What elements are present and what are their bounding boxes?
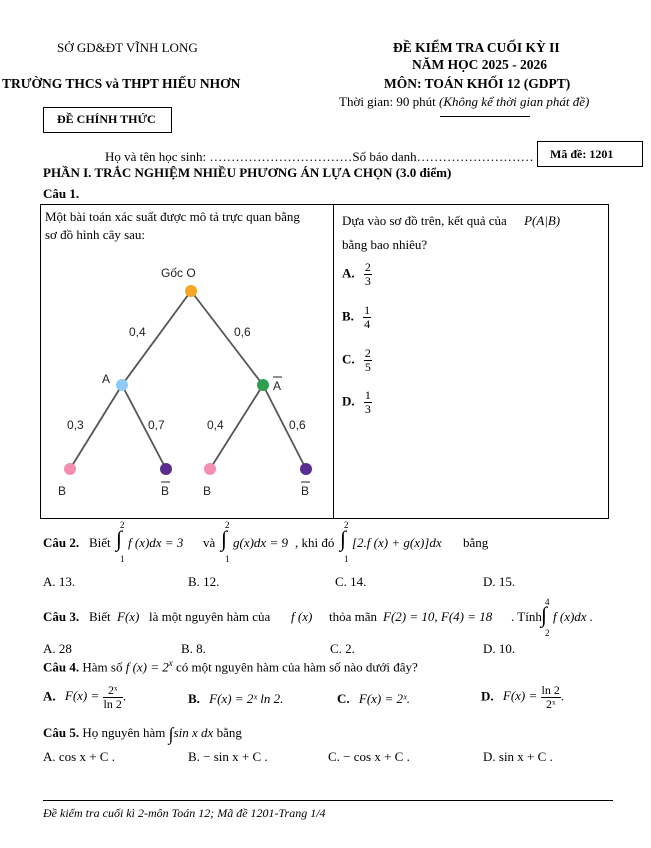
school-year: NĂM HỌC 2025 - 2026 <box>412 57 547 72</box>
q3-text-3: thỏa mãn <box>329 609 378 624</box>
q4-c-expr: F(x) = 2ˣ. <box>358 691 410 706</box>
prob-root-abar: 0,6 <box>234 325 251 339</box>
q3-text-4: . Tính <box>511 609 542 624</box>
node-a-bar <box>257 379 269 391</box>
q5-expr: sin x dx <box>173 725 214 740</box>
exam-title: ĐỀ KIỂM TRA CUỐI KỲ II <box>393 40 560 55</box>
q4-a-den: ln 2 <box>103 697 122 711</box>
official-box <box>43 107 172 133</box>
q3-condition: F(2) = 10, F(4) = 18 <box>383 609 493 624</box>
q3-text-2: là một nguyên hàm của <box>149 609 271 624</box>
time-note: (Không kể thời gian phát đề) <box>439 94 590 109</box>
q2-prefix: Biết <box>89 535 111 550</box>
label-bbar-right: B <box>301 484 310 498</box>
footer-rule <box>43 800 613 801</box>
q4-stem <box>43 658 418 675</box>
q2-label: Câu 2. <box>43 535 80 550</box>
exam-code-box <box>537 141 643 167</box>
q1-option-c[interactable] <box>342 347 372 374</box>
q1-option-d[interactable] <box>342 389 372 416</box>
q2-suffix: bằng <box>463 535 489 550</box>
title-underline <box>440 116 530 117</box>
q1-divider <box>333 205 334 518</box>
q3-option-d[interactable]: D. 10. <box>483 641 516 656</box>
q2-int2-lower: 1 <box>225 554 230 564</box>
footer-text: Đề kiểm tra cuối kì 2-môn Toán 12; Mã đề 1201-Trang 1/4 <box>43 806 326 820</box>
q4-b-letter: B. <box>188 691 200 706</box>
q5-stem <box>43 724 242 745</box>
q5-option-a[interactable]: A. cos x + C . <box>43 749 115 764</box>
q4-d-num: ln 2 <box>541 683 560 697</box>
label-b-right: B <box>203 484 212 498</box>
q2-int1-lower: 1 <box>120 554 125 564</box>
q2-int3-lower: 1 <box>344 554 349 564</box>
node-bbar-right <box>300 463 312 475</box>
q4-option-c[interactable] <box>337 691 410 707</box>
q3-option-a[interactable]: A. 28 <box>43 641 72 656</box>
prob-a-b: 0,3 <box>67 418 84 432</box>
q1-option-c-letter: C. <box>342 351 355 367</box>
q2-int2-upper: 2 <box>225 520 230 530</box>
q2-and: và <box>203 535 216 550</box>
q1-option-a-letter: A. <box>342 265 355 281</box>
label-b-left: B <box>58 484 67 498</box>
q5-label: Câu 5. <box>43 725 80 740</box>
q2-int3-sign: ∫ <box>340 526 347 551</box>
q1-label: Câu 1. <box>43 186 80 201</box>
q2-option-a[interactable]: A. 13. <box>43 574 76 589</box>
label-a: A <box>102 372 111 386</box>
prob-abar-bbar: 0,6 <box>289 418 306 432</box>
q4-a-lhs: F(x) = <box>64 688 100 704</box>
q1-option-a-frac <box>364 261 372 288</box>
school-name: TRƯỜNG THCS và THPT HIẾU NHƠN <box>2 76 241 91</box>
q1-left-text-2: sơ đồ hình cây sau: <box>45 227 146 242</box>
q1-option-b-frac <box>363 304 371 331</box>
q1-option-d-letter: D. <box>342 393 355 409</box>
q4-a-frac <box>103 684 123 711</box>
q2-int3-upper: 2 <box>344 520 349 530</box>
q4-option-a[interactable] <box>43 684 126 711</box>
q4-d-den: 2ˣ <box>545 697 556 711</box>
q4-text-1: Hàm số <box>82 659 123 675</box>
node-bbar-left <box>160 463 172 475</box>
q1-option-c-frac <box>364 347 372 374</box>
q1-table <box>40 204 609 519</box>
q1-d-num: 1 <box>364 388 371 402</box>
q4-exponent: x <box>168 658 173 668</box>
exam-code: Mã đề: 1201 <box>550 147 614 161</box>
q5-option-b[interactable]: B. − sin x + C . <box>188 749 268 764</box>
q4-a-letter: A. <box>43 688 56 704</box>
node-a <box>116 379 128 391</box>
q4-label: Câu 4. <box>43 659 80 675</box>
q4-b-expr: F(x) = 2ˣ ln 2. <box>209 691 284 706</box>
q4-d-tail: . <box>560 688 565 704</box>
student-info-line: Họ và tên học sinh: ……………………………Số báo danh……………………… <box>105 149 534 164</box>
q2-middle: , khi đó <box>295 535 335 550</box>
q2-int2-sign: ∫ <box>221 526 228 551</box>
q3-int-upper: 4 <box>545 597 550 607</box>
q1-b-num: 1 <box>364 303 371 317</box>
q1-c-den: 5 <box>364 360 371 374</box>
q3-int-sign: ∫ <box>541 602 548 627</box>
q5-text-2: bằng <box>216 725 242 740</box>
q2-option-d[interactable]: D. 15. <box>483 574 516 589</box>
q3-option-b[interactable]: B. 8. <box>181 641 206 656</box>
q1-expr: P(A|B) <box>524 213 561 228</box>
q1-question-text: Dựa vào sơ đồ trên, kết quả của <box>342 213 507 228</box>
q3-int-lower: 2 <box>545 628 550 638</box>
q2-int1-upper: 2 <box>120 520 125 530</box>
q4-c-letter: C. <box>337 691 350 706</box>
node-root <box>185 285 197 297</box>
exam-time <box>339 94 589 110</box>
q1-option-b[interactable] <box>342 304 371 331</box>
node-b-right <box>204 463 216 475</box>
subject: MÔN: TOÁN KHỐI 12 (GDPT) <box>384 76 571 91</box>
q1-left-text-1: Một bài toán xác suất được mô tả trực quan bằng <box>45 209 300 224</box>
q1-right-text-1 <box>342 213 560 229</box>
q2-int2-body: g(x)dx = 9 <box>233 535 288 550</box>
dept-name: SỞ GD&ĐT VĨNH LONG <box>57 40 198 55</box>
q1-option-d-frac <box>364 389 372 416</box>
q2-int1-body: f (x)dx = 3 <box>128 535 184 550</box>
section-1-title: PHẦN I. TRẮC NGHIỆM NHIỀU PHƯƠNG ÁN LỰA CHỌN (3.0 điểm) <box>43 165 452 180</box>
node-b-left <box>64 463 76 475</box>
probability-tree <box>41 205 333 518</box>
q1-c-num: 2 <box>364 346 371 360</box>
q2-option-b[interactable]: B. 12. <box>188 574 220 589</box>
q1-option-a[interactable] <box>342 261 372 288</box>
q3-int-body: f (x)dx . <box>553 609 594 624</box>
q5-text-1: Họ nguyên hàm <box>82 725 166 740</box>
q1-right-text-2: bằng bao nhiêu? <box>342 237 428 252</box>
q4-text-2: có một nguyên hàm của hàm số nào dưới đây? <box>176 659 418 675</box>
q3-fx-big: F(x) <box>117 609 140 624</box>
q5-option-c[interactable]: C. − cos x + C . <box>328 749 410 764</box>
q4-a-tail: . <box>122 688 127 704</box>
q1-option-b-letter: B. <box>342 308 354 324</box>
q1-d-den: 3 <box>364 402 371 416</box>
q5-option-d[interactable]: D. sin x + C . <box>483 749 553 764</box>
q2-int1-sign: ∫ <box>116 526 123 551</box>
q4-option-d[interactable] <box>481 684 564 711</box>
q2-option-c[interactable]: C. 14. <box>335 574 367 589</box>
q4-option-b[interactable] <box>188 691 283 707</box>
q2-int3-body: [2.f (x) + g(x)]dx <box>352 535 442 550</box>
q4-d-frac <box>541 684 561 711</box>
q4-function: f (x) = 2 <box>125 659 169 675</box>
q4-a-num: 2ˣ <box>103 684 123 698</box>
q3-fx-small: f (x) <box>291 609 313 624</box>
time-prefix: Thời gian: 90 phút <box>339 94 440 109</box>
label-a-bar: A <box>273 379 282 393</box>
edge-o-abar <box>191 291 263 385</box>
q5-int-sign: ∫ <box>168 724 174 744</box>
q3-option-c[interactable]: C. 2. <box>330 641 355 656</box>
q1-a-den: 3 <box>364 274 371 288</box>
q4-d-letter: D. <box>481 688 494 704</box>
prob-abar-b: 0,4 <box>207 418 224 432</box>
q4-d-lhs: F(x) = <box>502 688 538 704</box>
prob-a-bbar: 0,7 <box>148 418 165 432</box>
q1-a-num: 2 <box>364 260 371 274</box>
q3-text-1: Biết <box>89 609 111 624</box>
q3-label: Câu 3. <box>43 609 80 624</box>
prob-root-a: 0,4 <box>129 325 146 339</box>
q1-b-den: 4 <box>364 317 371 331</box>
label-bbar-left: B <box>161 484 170 498</box>
official-label: ĐỀ CHÍNH THỨC <box>57 112 156 126</box>
label-root: Gốc O <box>161 266 196 280</box>
